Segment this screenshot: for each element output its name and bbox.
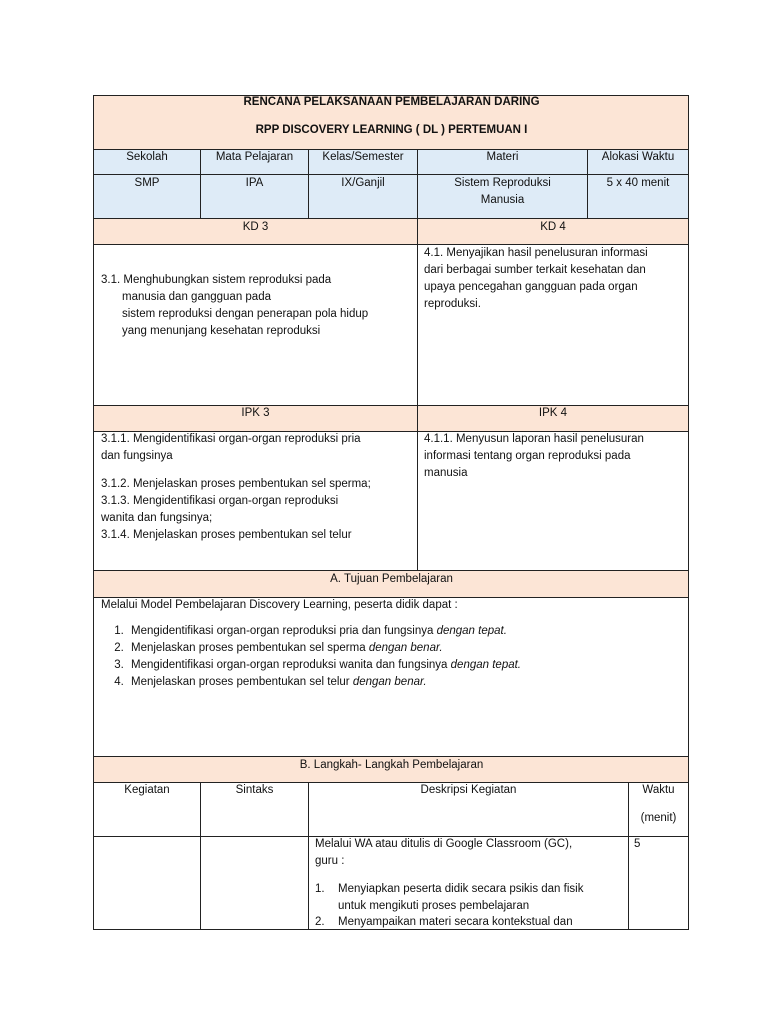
col-waktu-unit: (menit) bbox=[640, 812, 677, 824]
header-materi: Materi bbox=[486, 151, 519, 163]
row1-step-text: Menyiapkan peserta didik secara psikis dan fisik bbox=[338, 883, 584, 895]
kd4-line: reproduksi. bbox=[424, 298, 481, 310]
kd3-label: KD 3 bbox=[242, 221, 269, 233]
col-sintaks: Sintaks bbox=[235, 784, 274, 796]
tujuan-list bbox=[101, 623, 681, 691]
ipk3-line: 3.1.3. Mengidentifikasi organ-organ reproduksi bbox=[101, 495, 339, 507]
ipk3-line: dan fungsinya bbox=[101, 450, 173, 462]
header-alokasi-waktu: Alokasi Waktu bbox=[601, 151, 675, 163]
value-alokasi-waktu: 5 x 40 menit bbox=[606, 177, 670, 189]
ipk4-line: manusia bbox=[424, 467, 468, 479]
row1-step-text: untuk mengikuti proses pembelajaran bbox=[338, 900, 530, 912]
ipk4-label: IPK 4 bbox=[538, 407, 568, 419]
tujuan-item: 3. Mengidentifikasi organ-organ reproduksi wanita dan fungsinya dengan tepat. bbox=[127, 657, 681, 674]
col-waktu: Waktu bbox=[642, 784, 675, 796]
ipk3-line: wanita dan fungsinya; bbox=[101, 512, 213, 524]
row1-step-num: 2. bbox=[315, 916, 325, 928]
row1-waktu: 5 bbox=[634, 838, 641, 850]
kd3-line: sistem reproduksi dengan penerapan pola hidup bbox=[122, 308, 369, 320]
tujuan-intro: Melalui Model Pembelajaran Discovery Learning, peserta didik dapat : bbox=[101, 599, 458, 611]
value-materi-line2: Manusia bbox=[480, 194, 525, 206]
ipk3-line: 3.1.2. Menjelaskan proses pembentukan sel sperma; bbox=[101, 478, 371, 490]
kd4-line: upaya pencegahan gangguan pada organ bbox=[424, 281, 638, 293]
langkah-title: B. Langkah- Langkah Pembelajaran bbox=[299, 759, 484, 771]
tujuan-item: 4. Menjelaskan proses pembentukan sel telur dengan benar. bbox=[127, 674, 681, 691]
tujuan-title: A. Tujuan Pembelajaran bbox=[330, 573, 453, 585]
tujuan-item: 1. Mengidentifikasi organ-organ reproduksi pria dan fungsinya dengan tepat. bbox=[127, 623, 681, 640]
kd3-line: yang menunjang kesehatan reproduksi bbox=[122, 325, 321, 337]
row1-desc-intro: guru : bbox=[315, 855, 345, 867]
value-sekolah: SMP bbox=[134, 177, 160, 189]
kd4-label: KD 4 bbox=[540, 221, 566, 233]
ipk3-line: 3.1.1. Mengidentifikasi organ-organ reproduksi pria bbox=[101, 433, 361, 445]
kd3-line: manusia dan gangguan pada bbox=[122, 291, 271, 303]
row1-step-text: Menyampaikan materi secara kontekstual dan bbox=[338, 916, 573, 928]
row1-desc-intro: Melalui WA atau ditulis di Google Classroom (GC), bbox=[315, 838, 573, 850]
header-kelas-semester: Kelas/Semester bbox=[322, 151, 404, 163]
col-deskripsi: Deskripsi Kegiatan bbox=[420, 784, 517, 796]
header-mata-pelajaran: Mata Pelajaran bbox=[215, 151, 294, 163]
value-kelas-semester: IX/Ganjil bbox=[341, 177, 385, 189]
value-materi-line1: Sistem Reproduksi bbox=[454, 177, 551, 189]
doc-subtitle: RPP DISCOVERY LEARNING ( DL ) PERTEMUAN I bbox=[255, 124, 528, 136]
kd4-line: dari berbagai sumber terkait kesehatan dan bbox=[424, 264, 646, 276]
value-mata-pelajaran: IPA bbox=[245, 177, 264, 189]
ipk3-line: 3.1.4. Menjelaskan proses pembentukan sel telur bbox=[101, 529, 352, 541]
kd3-line: 3.1. Menghubungkan sistem reproduksi pada bbox=[101, 274, 332, 286]
tujuan-item: 2. Menjelaskan proses pembentukan sel sperma dengan benar. bbox=[127, 640, 681, 657]
ipk4-line: informasi tentang organ reproduksi pada bbox=[424, 450, 631, 462]
ipk3-label: IPK 3 bbox=[241, 407, 270, 419]
ipk4-line: 4.1.1. Menyusun laporan hasil penelusuran bbox=[424, 433, 644, 445]
kd4-line: 4.1. Menyajikan hasil penelusuran informasi bbox=[424, 247, 648, 259]
row1-step-num: 1. bbox=[315, 883, 325, 895]
header-sekolah: Sekolah bbox=[126, 151, 168, 163]
col-kegiatan: Kegiatan bbox=[124, 784, 170, 796]
doc-title: RENCANA PELAKSANAAN PEMBELAJARAN DARING bbox=[243, 96, 540, 108]
